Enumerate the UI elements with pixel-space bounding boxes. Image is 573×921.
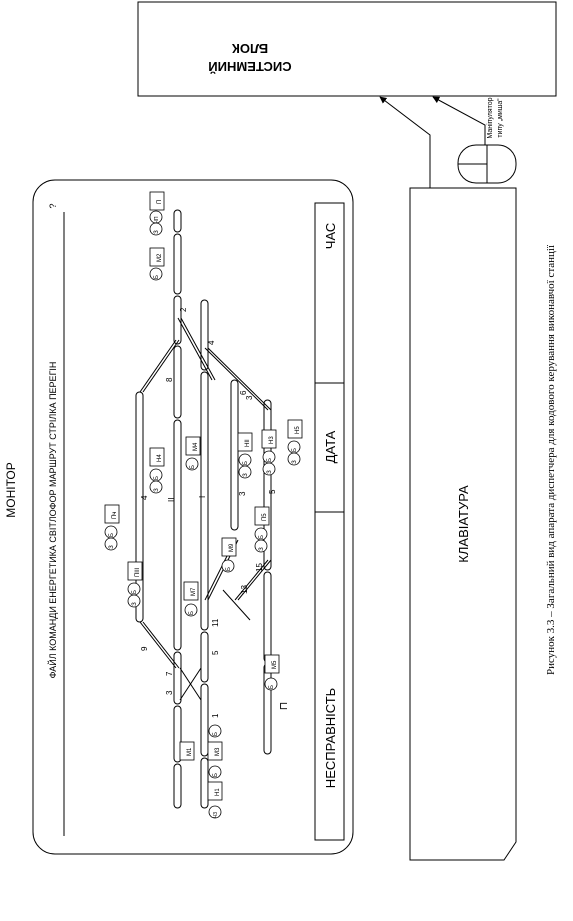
lamp-b: Б (109, 533, 115, 537)
track-number: 11 (211, 618, 220, 627)
lamp-b: Б (259, 535, 265, 539)
signal-nii: НII (245, 439, 251, 447)
track-number: 5 (211, 650, 220, 655)
signal-m2: М2 (157, 253, 163, 262)
system-unit (138, 2, 556, 96)
lamp-z: З (154, 488, 160, 492)
track-number: 3 (245, 395, 254, 400)
lamp-z: З (109, 545, 115, 549)
lamp-b: Б (213, 773, 219, 777)
lamp-b: Б (132, 590, 138, 594)
signal-n4: Н4 (157, 454, 163, 462)
system-unit-label-line1: СИСТЕМНИЙ (208, 59, 292, 74)
monitor-label: МОНІТОР (4, 462, 18, 518)
track-number: I (198, 495, 207, 498)
track-number: 1 (211, 713, 220, 718)
mouse-label-line2: типу „миша“ (497, 98, 504, 138)
lamp-z: З (132, 602, 138, 606)
bracket-symbol: ⊓ (278, 701, 290, 711)
status-date-label: ДАТА (323, 430, 338, 464)
lamp-b: Б (190, 465, 196, 469)
track-number: 2 (179, 307, 188, 312)
signal-piii: ПIII (135, 567, 141, 577)
lamp-b: Б (154, 275, 160, 279)
track-number: 7 (165, 671, 174, 676)
track-number: 6 (239, 390, 248, 395)
track-number: 8 (165, 377, 174, 382)
lamp-b: Б (189, 611, 195, 615)
signal-n5: Н5 (295, 426, 301, 434)
menu-bar[interactable]: ФАЙЛ КОМАНДИ ЕНЕРГЕТИКА СВІТЛОФОР МАРШРУТ СТРІЛКА ПЕРЕГІН (48, 361, 58, 679)
signal-m3: М3 (215, 747, 221, 756)
lamp-b: Б (267, 458, 273, 462)
track-number: 4 (207, 340, 216, 345)
track-number: 13 (240, 585, 249, 594)
track-number: 3 (238, 491, 247, 496)
lamp-z: З (154, 230, 160, 234)
system-unit-label-line2: БЛОК (231, 41, 269, 56)
signal-p5: П5 (262, 513, 268, 521)
lamp-b: Б (269, 685, 275, 689)
lamp-b: Б (154, 476, 160, 480)
mouse-label-line1: Маніпулятор (487, 97, 494, 139)
lamp-z: З (243, 473, 249, 477)
signal-ch3: ЧЗ (213, 811, 219, 819)
lamp-b: Б (292, 448, 298, 452)
signal-n1: Н1 (215, 788, 221, 796)
lamp-z: З (259, 547, 265, 551)
signal-p: П (157, 199, 163, 204)
status-fault-label: НЕСПРАВНІСТЬ (323, 687, 338, 789)
signal-pch: Пч (112, 511, 118, 519)
lamp-b: Б (226, 567, 232, 571)
track-number: 3 (165, 690, 174, 695)
signal-m5: М5 (272, 660, 278, 669)
track-number: 4 (140, 495, 149, 500)
signal-m4: М4 (193, 442, 199, 451)
mouse-icon (458, 145, 516, 183)
signal-m1: М1 (187, 747, 193, 756)
track-number: 5 (268, 489, 277, 494)
track-number: 9 (140, 646, 149, 651)
help-icon[interactable]: ? (48, 203, 58, 209)
lamp-b: Б (213, 732, 219, 736)
keyboard (410, 188, 516, 860)
lamp-b: Б (243, 461, 249, 465)
track-number: II (167, 497, 176, 502)
signal-chp: ЧП (154, 216, 160, 224)
signal-m7: М7 (191, 587, 197, 596)
signal-n3: Н3 (269, 436, 275, 444)
lamp-z: З (267, 470, 273, 474)
keyboard-label: КЛАВІАТУРА (456, 485, 471, 563)
lamp-z: З (292, 460, 298, 464)
status-time-label: ЧАС (323, 222, 338, 250)
signal-m9: М9 (229, 543, 235, 552)
figure-caption: Рисунок 3.3 – Загальний вид апарата диспетчера для кодового керування виконавчої станції (545, 244, 557, 676)
track-number: 15 (255, 563, 264, 572)
